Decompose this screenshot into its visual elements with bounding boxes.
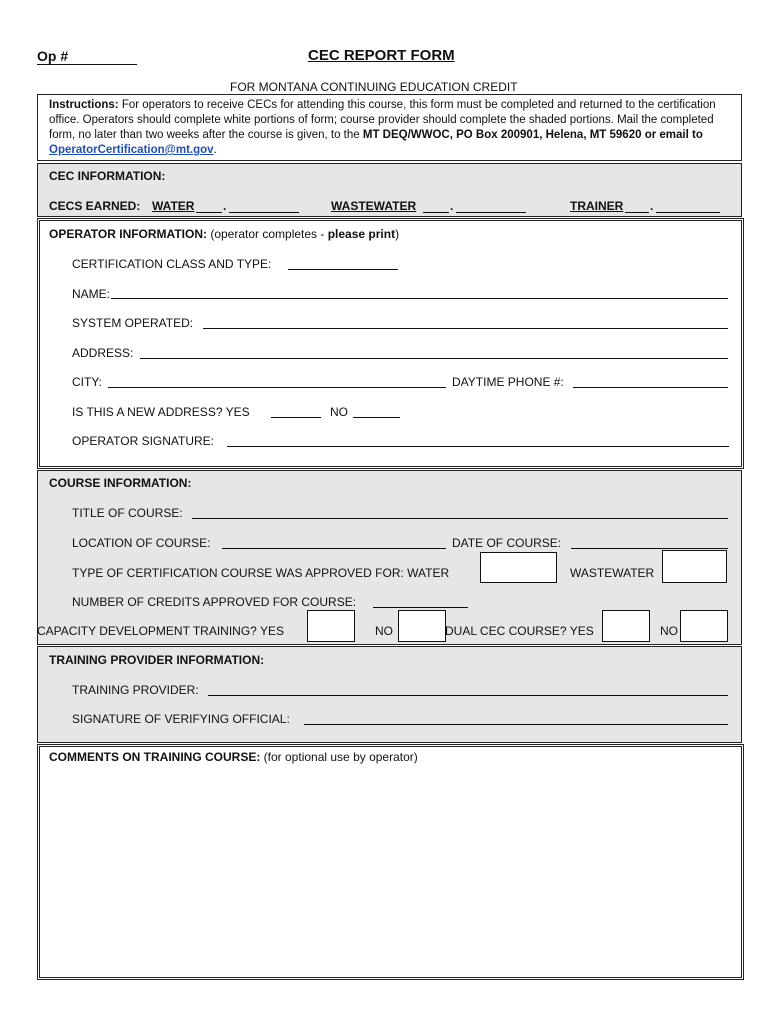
instructions-text: Instructions: For operators to receive CECs for attending this course, this form must be completed and returned to the certification office. Operators should complete white portions of form; course provider should complete the shaded portions. Mail the completed form, no later than two weeks after the course is given, to the MT DEQ/WWOC, PO Box 200901, Helena, MT 59620 or email to OperatorCertification@mt.gov. bbox=[49, 99, 716, 156]
capacity-yes-checkbox[interactable] bbox=[307, 610, 355, 642]
new-address-no-label: NO bbox=[330, 405, 348, 419]
system-operated-label: SYSTEM OPERATED: bbox=[72, 316, 194, 330]
comments-heading: COMMENTS ON TRAINING COURSE: (for optional use by operator) bbox=[49, 750, 418, 764]
water-fraction-field[interactable] bbox=[229, 212, 299, 213]
operator-signature-field[interactable] bbox=[227, 446, 729, 447]
trainer-decimal: . bbox=[650, 199, 654, 213]
email-link[interactable]: OperatorCertification@mt.gov bbox=[49, 144, 214, 156]
wastewater-decimal: . bbox=[450, 199, 454, 213]
cec-information-heading: CEC INFORMATION: bbox=[49, 169, 166, 183]
course-title-label: TITLE OF COURSE: bbox=[72, 506, 183, 520]
op-number-label: Op # bbox=[37, 48, 69, 64]
trainer-whole-field[interactable] bbox=[625, 212, 649, 213]
training-provider-heading: TRAINING PROVIDER INFORMATION: bbox=[49, 653, 265, 667]
dual-cec-no-label: NO bbox=[660, 624, 678, 638]
form-title: CEC REPORT FORM bbox=[308, 47, 455, 64]
operator-information-section bbox=[37, 218, 744, 469]
course-date-label: DATE OF COURSE: bbox=[452, 536, 562, 550]
cecs-earned-label: CECS EARNED: bbox=[49, 199, 141, 213]
course-location-field[interactable] bbox=[222, 548, 446, 549]
trainer-label: TRAINER bbox=[570, 199, 624, 213]
credits-approved-label: NUMBER OF CREDITS APPROVED FOR COURSE: bbox=[72, 595, 357, 609]
new-address-no-field[interactable] bbox=[353, 417, 400, 418]
new-address-yes-field[interactable] bbox=[271, 417, 321, 418]
comments-section[interactable] bbox=[37, 744, 744, 980]
address-label: ADDRESS: bbox=[72, 346, 134, 360]
capacity-no-checkbox[interactable] bbox=[398, 610, 446, 642]
trainer-fraction-field[interactable] bbox=[656, 212, 720, 213]
certification-class-field[interactable] bbox=[288, 269, 398, 270]
op-number-field[interactable] bbox=[37, 64, 137, 65]
wastewater-label: WASTEWATER bbox=[331, 199, 417, 213]
daytime-phone-field[interactable] bbox=[573, 387, 728, 388]
verifying-official-label: SIGNATURE OF VERIFYING OFFICIAL: bbox=[72, 712, 290, 726]
city-field[interactable] bbox=[108, 387, 446, 388]
city-label: CITY: bbox=[72, 375, 103, 389]
water-whole-field[interactable] bbox=[196, 212, 222, 213]
course-location-label: LOCATION OF COURSE: bbox=[72, 536, 211, 550]
wastewater-checkbox[interactable] bbox=[662, 550, 727, 583]
verifying-official-field[interactable] bbox=[304, 724, 728, 725]
water-label: WATER bbox=[152, 199, 195, 213]
new-address-label: IS THIS A NEW ADDRESS? YES bbox=[72, 405, 250, 419]
capacity-no-label: NO bbox=[375, 624, 393, 638]
system-operated-field[interactable] bbox=[203, 328, 728, 329]
wastewater-fraction-field[interactable] bbox=[456, 212, 526, 213]
dual-cec-yes-checkbox[interactable] bbox=[602, 610, 650, 642]
certification-type-label: TYPE OF CERTIFICATION COURSE WAS APPROVED FOR: WATER bbox=[72, 566, 450, 580]
capacity-development-label: CAPACITY DEVELOPMENT TRAINING? YES bbox=[37, 624, 284, 638]
course-date-field[interactable] bbox=[571, 548, 728, 549]
course-title-field[interactable] bbox=[192, 518, 728, 519]
dual-cec-label: DUAL CEC COURSE? YES bbox=[445, 624, 594, 638]
name-field[interactable] bbox=[111, 298, 728, 299]
training-provider-label: TRAINING PROVIDER: bbox=[72, 683, 199, 697]
operator-signature-label: OPERATOR SIGNATURE: bbox=[72, 434, 215, 448]
form-subtitle: FOR MONTANA CONTINUING EDUCATION CREDIT bbox=[230, 80, 518, 94]
water-checkbox[interactable] bbox=[480, 552, 557, 583]
wastewater-whole-field[interactable] bbox=[423, 212, 449, 213]
training-provider-field[interactable] bbox=[208, 695, 728, 696]
course-information-heading: COURSE INFORMATION: bbox=[49, 476, 192, 490]
address-field[interactable] bbox=[140, 358, 728, 359]
dual-cec-no-checkbox[interactable] bbox=[680, 610, 728, 642]
wastewater-type-label: WASTEWATER bbox=[570, 566, 655, 580]
certification-class-label: CERTIFICATION CLASS AND TYPE: bbox=[72, 257, 272, 271]
credits-approved-field[interactable] bbox=[373, 607, 468, 608]
operator-information-heading: OPERATOR INFORMATION: (operator completes - please print) bbox=[49, 227, 400, 241]
name-label: NAME: bbox=[72, 287, 111, 301]
water-decimal: . bbox=[223, 199, 227, 213]
daytime-phone-label: DAYTIME PHONE #: bbox=[452, 375, 564, 389]
